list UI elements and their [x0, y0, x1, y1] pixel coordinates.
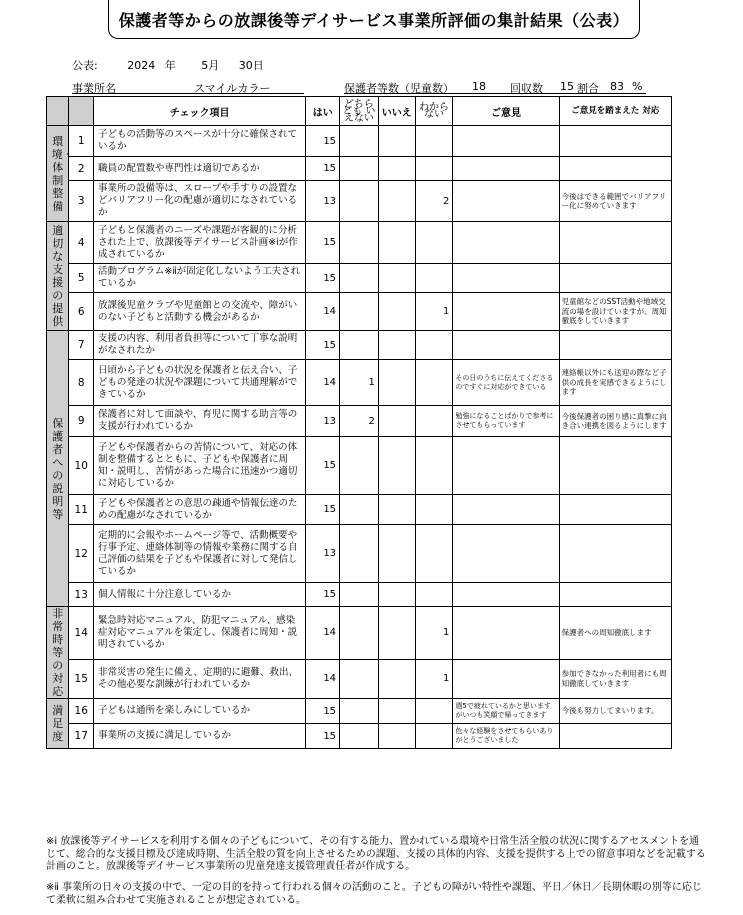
item-text: 職員の配置数や専門性は適切であるか	[93, 157, 305, 181]
table-row	[47, 406, 672, 437]
count-yes: 15	[306, 583, 340, 607]
action-cell: 連絡帳以外にも送迎の際など子供の成長を実感できるようにします	[559, 360, 671, 406]
count-unknown	[415, 699, 453, 724]
count-no	[378, 126, 415, 157]
table-header	[47, 97, 672, 126]
action-cell	[559, 157, 671, 181]
count-yes: 15	[306, 699, 340, 724]
item-number: 15	[69, 659, 94, 698]
item-text: 定期的に会報やホームページ等で、活動概要や行事予定、連絡体制等の情報や業務に関する自己評価の結果を子どもや保護者に対して発信しているか	[93, 525, 305, 583]
page-title: 保護者等からの放課後等デイサービス事業所評価の集計結果（公表）	[108, 0, 640, 39]
item-number: 14	[69, 607, 94, 660]
item-number: 10	[69, 437, 94, 495]
header-category	[47, 97, 69, 126]
item-text: 子どもは通所を楽しみにしているか	[93, 699, 305, 724]
count-yes: 15	[306, 437, 340, 495]
evaluation-table	[46, 96, 672, 749]
ratio-label: 割合	[577, 82, 599, 95]
item-text: 子どもの活動等のスペースが十分に確保されているか	[93, 126, 305, 157]
publication-day: 30日	[238, 59, 264, 72]
office-info	[72, 80, 672, 94]
opinion-cell	[453, 495, 559, 525]
count-yes: 15	[306, 222, 340, 264]
item-text: 子どもや保護者からの苦情について、対応の体制を整備するとともに、子どもや保護者に周知・説明し、苦情があった場合に迅速かつ適切に対応しているか	[93, 437, 305, 495]
count-yes: 14	[306, 659, 340, 698]
count-neither	[340, 126, 379, 157]
count-neither	[340, 437, 379, 495]
count-yes: 15	[306, 264, 340, 293]
count-yes: 14	[306, 607, 340, 660]
category-satisfaction	[47, 699, 69, 749]
guardian-label: 保護者等数（児童数）	[344, 82, 454, 95]
opinion-cell: 週5で疲れているかと思いますがいつも笑顔で帰ってきます	[453, 699, 559, 724]
count-no	[378, 495, 415, 525]
item-text: 日頃から子どもの状況を保護者と伝え合い、子どもの発達の状況や課題について共通理解ができているか	[93, 360, 305, 406]
count-neither	[340, 222, 379, 264]
count-yes: 13	[306, 406, 340, 437]
opinion-cell	[453, 293, 559, 331]
action-cell	[559, 222, 671, 264]
opinion-cell: 色々な経験をさせてもらいありがとうございました	[453, 724, 559, 749]
ratio-value: 83	[610, 80, 624, 93]
action-cell: 今後も努力してまいります。	[559, 699, 671, 724]
ratio-unit: %	[632, 80, 643, 93]
category-support	[47, 222, 69, 331]
table-row	[47, 157, 672, 181]
item-number: 2	[69, 157, 94, 181]
count-neither	[340, 699, 379, 724]
count-unknown	[415, 525, 453, 583]
action-cell	[559, 331, 671, 360]
opinion-cell: 勉強になることばかりで参考にさせてもらっています	[453, 406, 559, 437]
office-underline	[72, 93, 304, 94]
count-unknown	[415, 157, 453, 181]
category-label: 非常時等の対応	[52, 607, 64, 698]
opinion-cell	[453, 264, 559, 293]
table-row	[47, 181, 672, 222]
table-row	[47, 222, 672, 264]
count-neither	[340, 181, 379, 222]
count-neither: 1	[340, 360, 379, 406]
opinion-cell	[453, 437, 559, 495]
header-unknown: わからない	[415, 97, 453, 126]
office-name: スマイルカラー	[194, 82, 271, 95]
count-no	[378, 264, 415, 293]
item-text: 事業所の設備等は、スロープや手すりの設置などバリアフリー化の配慮が適切になされているか	[93, 181, 305, 222]
opinion-cell	[453, 659, 559, 698]
category-emergency	[47, 607, 69, 699]
opinion-cell	[453, 525, 559, 583]
count-yes: 13	[306, 181, 340, 222]
count-no	[378, 699, 415, 724]
response-count: 15	[560, 80, 574, 93]
table-row	[47, 264, 672, 293]
action-cell: 今後はできる範囲でバリアフリー化に努めていきます	[559, 181, 671, 222]
count-no	[378, 181, 415, 222]
table-row	[47, 126, 672, 157]
count-neither	[340, 659, 379, 698]
table-row	[47, 293, 672, 331]
count-unknown: 1	[415, 659, 453, 698]
action-cell: 児童館などのSST活動や地域交流の場を設けていますが、周知徹底をしていきます	[559, 293, 671, 331]
count-neither	[340, 293, 379, 331]
publication-month: 5月	[201, 59, 220, 72]
count-no	[378, 157, 415, 181]
item-number: 11	[69, 495, 94, 525]
header-action: ご意見を踏まえた 対応	[559, 97, 671, 126]
count-unknown: 1	[415, 607, 453, 660]
count-unknown: 2	[415, 181, 453, 222]
header-number	[69, 97, 94, 126]
count-no	[378, 293, 415, 331]
table-row	[47, 583, 672, 607]
item-number: 1	[69, 126, 94, 157]
count-unknown	[415, 406, 453, 437]
action-cell	[559, 583, 671, 607]
item-text: 保護者に対して面談や、育児に関する助言等の支援が行われているか	[93, 406, 305, 437]
count-unknown	[415, 495, 453, 525]
item-number: 7	[69, 331, 94, 360]
count-neither	[340, 525, 379, 583]
item-text: 事業所の支援に満足しているか	[93, 724, 305, 749]
action-cell	[559, 264, 671, 293]
action-cell	[559, 437, 671, 495]
count-unknown	[415, 126, 453, 157]
header-item: チェック項目	[93, 97, 305, 126]
table-row	[47, 331, 672, 360]
item-text: 子どもや保護者との意思の疎通や情報伝達のための配慮がなされているか	[93, 495, 305, 525]
action-cell	[559, 724, 671, 749]
opinion-cell	[453, 331, 559, 360]
opinion-cell	[453, 181, 559, 222]
category-env	[47, 126, 74, 222]
item-number: 9	[69, 406, 94, 437]
count-yes: 13	[306, 525, 340, 583]
count-yes: 15	[306, 331, 340, 360]
count-no	[378, 222, 415, 264]
count-neither	[340, 495, 379, 525]
header-opinion: ご意見	[453, 97, 559, 126]
count-no	[378, 525, 415, 583]
count-neither	[340, 264, 379, 293]
category-label: 環境・体制整備	[51, 134, 74, 213]
category-label: 保護者への説明等	[52, 416, 64, 521]
item-text: 緊急時対応マニュアル、防犯マニュアル、感染症対応マニュアルを策定し、保護者に周知・説明されているか	[93, 607, 305, 660]
item-number: 13	[69, 583, 94, 607]
count-yes: 15	[306, 126, 340, 157]
count-no	[378, 437, 415, 495]
opinion-cell	[453, 222, 559, 264]
category-label: 満足度	[52, 704, 64, 743]
response-label: 回収数	[510, 82, 543, 95]
count-unknown	[415, 360, 453, 406]
count-neither	[340, 724, 379, 749]
publication-date	[72, 57, 264, 73]
table-row	[47, 699, 672, 724]
item-number: 16	[69, 699, 94, 724]
table-row	[47, 495, 672, 525]
item-number: 17	[69, 724, 94, 749]
count-unknown	[415, 222, 453, 264]
count-neither	[340, 331, 379, 360]
count-neither	[340, 157, 379, 181]
footnote-2: ※ⅱ 事業所の日々の支援の中で、一定の目的を持って行われる個々の活動のこと。子どもの障がい特性や課題、平日／休日／長期休暇の別等に応じて柔軟に組み合わせて実施されることが想定されている。	[46, 882, 702, 906]
count-unknown	[415, 437, 453, 495]
opinion-cell	[453, 583, 559, 607]
count-neither: 2	[340, 406, 379, 437]
table-row	[47, 607, 672, 660]
item-text: 個人情報に十分注意しているか	[93, 583, 305, 607]
category-label: 適切な支援の提供	[52, 224, 64, 328]
table-row	[47, 360, 672, 406]
header-no: いいえ	[378, 97, 415, 126]
header-neither: どちらとも いえない	[340, 97, 379, 126]
count-yes: 15	[306, 157, 340, 181]
count-neither	[340, 583, 379, 607]
item-number: 4	[69, 222, 94, 264]
action-cell	[559, 126, 671, 157]
count-yes: 14	[306, 360, 340, 406]
footnote-1: ※ⅰ 放課後等デイサービスを利用する個々の子どもについて、その有する能力、置かれている環境や日常生活全般の状況に関するアセスメントを通じて、総合的な支援目標及び達成時期、生活全般の質を向上させるための課題、支援の具体的内容、支援を提供する上での留意事項などを記載する計画のこと。放課後等デイサービス事業所の児童発達支援管理責任者が作成する。	[46, 836, 706, 872]
publication-year-unit: 年	[164, 59, 176, 72]
item-number: 3	[69, 181, 94, 222]
count-no	[378, 360, 415, 406]
publication-label: 公表:	[72, 59, 98, 72]
item-text: 活動プログラム※ⅱが固定化しないよう工夫されているか	[93, 264, 305, 293]
action-cell: 参加できなかった利用者にも周知徹底していきます	[559, 659, 671, 698]
count-no	[378, 331, 415, 360]
publication-year: 2024	[127, 59, 156, 72]
count-unknown	[415, 331, 453, 360]
count-no	[378, 724, 415, 749]
item-text: 支援の内容、利用者負担等について丁寧な説明がなされたか	[93, 331, 305, 360]
table-row	[47, 659, 672, 698]
header-yes: はい	[306, 97, 340, 126]
table-row	[47, 437, 672, 495]
opinion-cell	[453, 157, 559, 181]
guardian-count: 18	[472, 80, 486, 93]
office-label: 事業所名	[72, 82, 116, 95]
count-unknown	[415, 583, 453, 607]
count-no	[378, 607, 415, 660]
count-yes: 15	[306, 495, 340, 525]
item-number: 6	[69, 293, 94, 331]
item-text: 子どもと保護者のニーズや課題が客観的に分析された上で、放課後等デイサービス計画※ⅰが作成されているか	[93, 222, 305, 264]
count-unknown	[415, 724, 453, 749]
count-no	[378, 659, 415, 698]
item-text: 放課後児童クラブや児童館との交流や、障がいのない子どもと活動する機会があるか	[93, 293, 305, 331]
category-explain	[47, 331, 69, 607]
action-cell	[559, 495, 671, 525]
action-cell: 保護者への周知徹底します	[559, 607, 671, 660]
count-unknown: 1	[415, 293, 453, 331]
item-number: 5	[69, 264, 94, 293]
count-underline	[344, 93, 646, 94]
table-row	[47, 724, 672, 749]
count-no	[378, 406, 415, 437]
item-number: 12	[69, 525, 94, 583]
opinion-cell	[453, 607, 559, 660]
opinion-cell: その日のうちに伝えてくださるのですぐに対応ができている	[453, 360, 559, 406]
count-unknown	[415, 264, 453, 293]
count-yes: 14	[306, 293, 340, 331]
count-neither	[340, 607, 379, 660]
item-number: 8	[69, 360, 94, 406]
item-text: 非常災害の発生に備え、定期的に避難、救出、その他必要な訓練が行われているか	[93, 659, 305, 698]
action-cell	[559, 525, 671, 583]
count-yes: 15	[306, 724, 340, 749]
opinion-cell	[453, 126, 559, 157]
count-no	[378, 583, 415, 607]
table-row	[47, 525, 672, 583]
action-cell: 今後保護者の困り感に真摯に向き合い連携を図るようにします	[559, 406, 671, 437]
